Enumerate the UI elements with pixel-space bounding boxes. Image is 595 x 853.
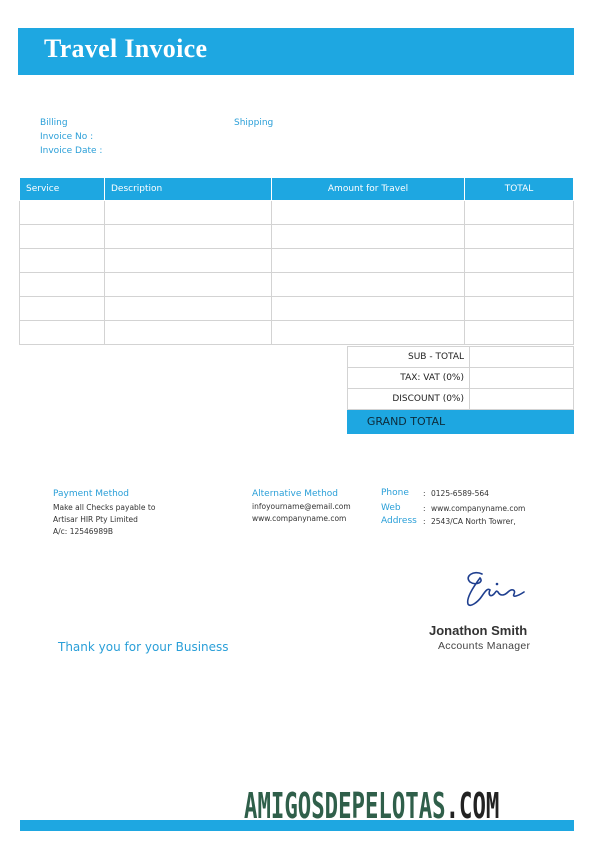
table-cell[interactable] <box>105 273 272 297</box>
table-cell[interactable] <box>105 225 272 249</box>
table-cell[interactable] <box>20 297 105 321</box>
tax-row <box>348 368 574 389</box>
invoice-no-label: Invoice No : <box>40 132 94 142</box>
invoice-title: Travel Invoice <box>44 34 208 63</box>
payment-method-title: Payment Method <box>53 489 130 499</box>
totals-table <box>347 346 574 434</box>
table-cell[interactable] <box>465 201 574 225</box>
table-cell[interactable] <box>272 249 465 273</box>
discount-label: DISCOUNT (0%) <box>348 389 470 410</box>
table-cell[interactable] <box>20 249 105 273</box>
phone-value: 0125-6589-564 <box>431 489 489 498</box>
table-row <box>20 225 574 249</box>
table-cell[interactable] <box>272 297 465 321</box>
table-row <box>20 273 574 297</box>
signatory-role: Accounts Manager <box>438 640 531 652</box>
table-row <box>20 249 574 273</box>
tax-label: TAX: VAT (0%) <box>348 368 470 389</box>
web-separator: : <box>423 504 426 513</box>
column-header-service: Service <box>20 178 105 201</box>
phone-separator: : <box>423 489 426 498</box>
table-cell[interactable] <box>20 273 105 297</box>
table-cell[interactable] <box>272 321 465 345</box>
grand-total-value[interactable] <box>470 410 574 434</box>
phone-label: Phone <box>381 488 409 498</box>
discount-row <box>348 389 574 410</box>
table-row <box>20 321 574 345</box>
web-label: Web <box>381 503 401 513</box>
table-cell[interactable] <box>105 249 272 273</box>
watermark-tld: .COM <box>445 786 500 827</box>
column-header-amount: Amount for Travel <box>272 178 465 201</box>
signatory-name: Jonathon Smith <box>429 623 528 638</box>
payment-line-2: Artisar HIR Pty Limited <box>53 515 138 524</box>
thank-you-message: Thank you for your Business <box>58 640 229 654</box>
items-header-row <box>20 178 574 201</box>
alternative-web[interactable]: www.companyname.com <box>252 514 347 523</box>
table-cell[interactable] <box>20 225 105 249</box>
address-separator: : <box>423 517 426 526</box>
billing-label: Billing <box>40 118 68 128</box>
table-cell[interactable] <box>465 321 574 345</box>
table-cell[interactable] <box>465 273 574 297</box>
grand-total-label: GRAND TOTAL <box>348 410 470 434</box>
table-row <box>20 297 574 321</box>
payment-line-1: Make all Checks payable to <box>53 503 156 512</box>
address-value: 2543/CA North Towrer, <box>431 517 516 526</box>
subtotal-row <box>348 347 574 368</box>
signature-image <box>460 566 528 610</box>
table-cell[interactable] <box>20 201 105 225</box>
payment-line-3: A/c: 12546989B <box>53 527 114 536</box>
table-cell[interactable] <box>465 225 574 249</box>
watermark-logo <box>244 786 499 827</box>
subtotal-label: SUB - TOTAL <box>348 347 470 368</box>
column-header-total: TOTAL <box>465 178 574 201</box>
alternative-method-title: Alternative Method <box>252 489 338 499</box>
table-cell[interactable] <box>465 249 574 273</box>
table-cell[interactable] <box>465 297 574 321</box>
invoice-header <box>18 28 574 75</box>
column-header-description: Description <box>105 178 272 201</box>
tax-value[interactable] <box>470 368 574 389</box>
table-cell[interactable] <box>105 297 272 321</box>
invoice-date-label: Invoice Date : <box>40 146 103 156</box>
discount-value[interactable] <box>470 389 574 410</box>
address-label: Address <box>381 516 417 526</box>
table-cell[interactable] <box>105 321 272 345</box>
web-value[interactable]: www.companyname.com <box>431 504 526 513</box>
table-row <box>20 201 574 225</box>
table-cell[interactable] <box>272 273 465 297</box>
table-cell[interactable] <box>105 201 272 225</box>
shipping-label: Shipping <box>234 118 274 128</box>
grand-total-row <box>348 410 574 434</box>
table-cell[interactable] <box>272 225 465 249</box>
subtotal-value[interactable] <box>470 347 574 368</box>
table-cell[interactable] <box>272 201 465 225</box>
alternative-email[interactable]: infoyourname@email.com <box>252 502 351 511</box>
table-cell[interactable] <box>20 321 105 345</box>
items-table <box>19 177 574 345</box>
watermark-name: AMIGOSDEPELOTAS <box>244 786 446 827</box>
